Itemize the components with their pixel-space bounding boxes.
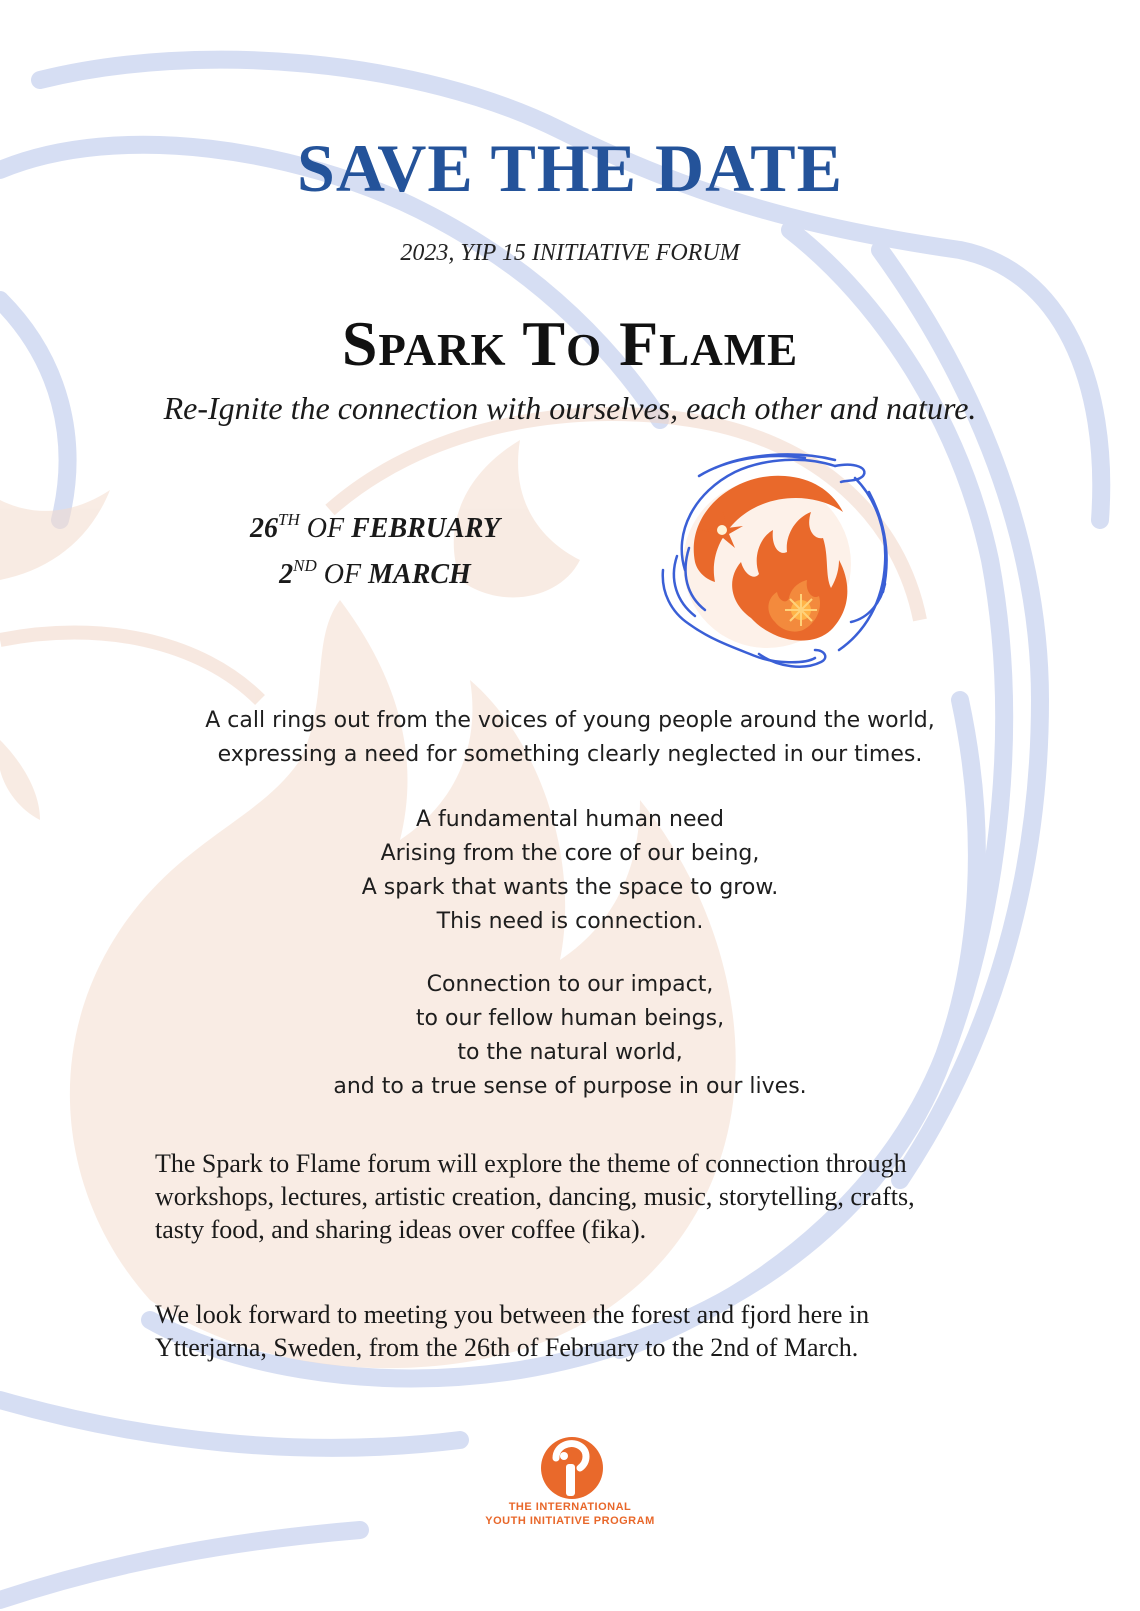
intro-line: expressing a need for something clearly neglected in our times.	[217, 742, 923, 767]
intro-line: A call rings out from the voices of young people around the world,	[205, 708, 935, 733]
intro-paragraph	[0, 704, 1140, 772]
stanza-line: This need is connection.	[436, 909, 704, 934]
stanza-line: Connection to our impact,	[426, 972, 714, 997]
stanza-line: to the natural world,	[457, 1040, 683, 1065]
start-date	[200, 506, 550, 552]
organizer-line: THE INTERNATIONAL	[508, 1501, 632, 1513]
start-month: FEBRUARY	[351, 513, 500, 544]
stanza-line: Arising from the core of our being,	[380, 841, 760, 866]
stanza-line: A spark that wants the space to grow.	[361, 875, 779, 900]
start-day: 26	[250, 513, 279, 544]
stanza-line: A fundamental human need	[416, 807, 724, 832]
event-title: Spark To Flame	[341, 308, 799, 379]
start-of: OF	[299, 513, 352, 544]
need-stanza	[0, 803, 1140, 939]
stanza-line: to our fellow human beings,	[415, 1006, 725, 1031]
connection-stanza	[0, 968, 1140, 1104]
save-the-date-heading: SAVE THE DATE	[297, 130, 843, 206]
closing-paragraph	[155, 1298, 1005, 1364]
organizer-line: YOUTH INITIATIVE PROGRAM	[485, 1515, 655, 1527]
description-line: workshops, lectures, artistic creation, dancing, music, storytelling, crafts,	[155, 1182, 915, 1211]
tagline: Re-Ignite the connection with ourselves, each other and nature.	[163, 390, 977, 426]
stanza-line: and to a true sense of purpose in our lives.	[333, 1074, 807, 1099]
description-paragraph	[155, 1147, 1005, 1246]
end-date	[200, 552, 550, 598]
end-day-suffix: ND	[293, 556, 317, 575]
end-month: MARCH	[368, 559, 471, 590]
start-day-suffix: TH	[278, 510, 300, 529]
description-line: tasty food, and sharing ideas over coffee (fika).	[155, 1215, 647, 1244]
end-day: 2	[279, 559, 294, 590]
event-dates	[200, 506, 550, 598]
closing-line: Ytterjarna, Sweden, from the 26th of February to the 2nd of March.	[155, 1333, 859, 1362]
hands-holding-flame-globe-icon	[655, 452, 895, 674]
description-line: The Spark to Flame forum will explore the theme of connection through	[155, 1149, 907, 1178]
forum-subtitle: 2023, YIP 15 INITIATIVE FORUM	[400, 240, 740, 266]
end-of: OF	[316, 559, 369, 590]
closing-line: We look forward to meeting you between the forest and fjord here in	[155, 1300, 870, 1329]
organizer-name	[0, 1500, 1140, 1528]
